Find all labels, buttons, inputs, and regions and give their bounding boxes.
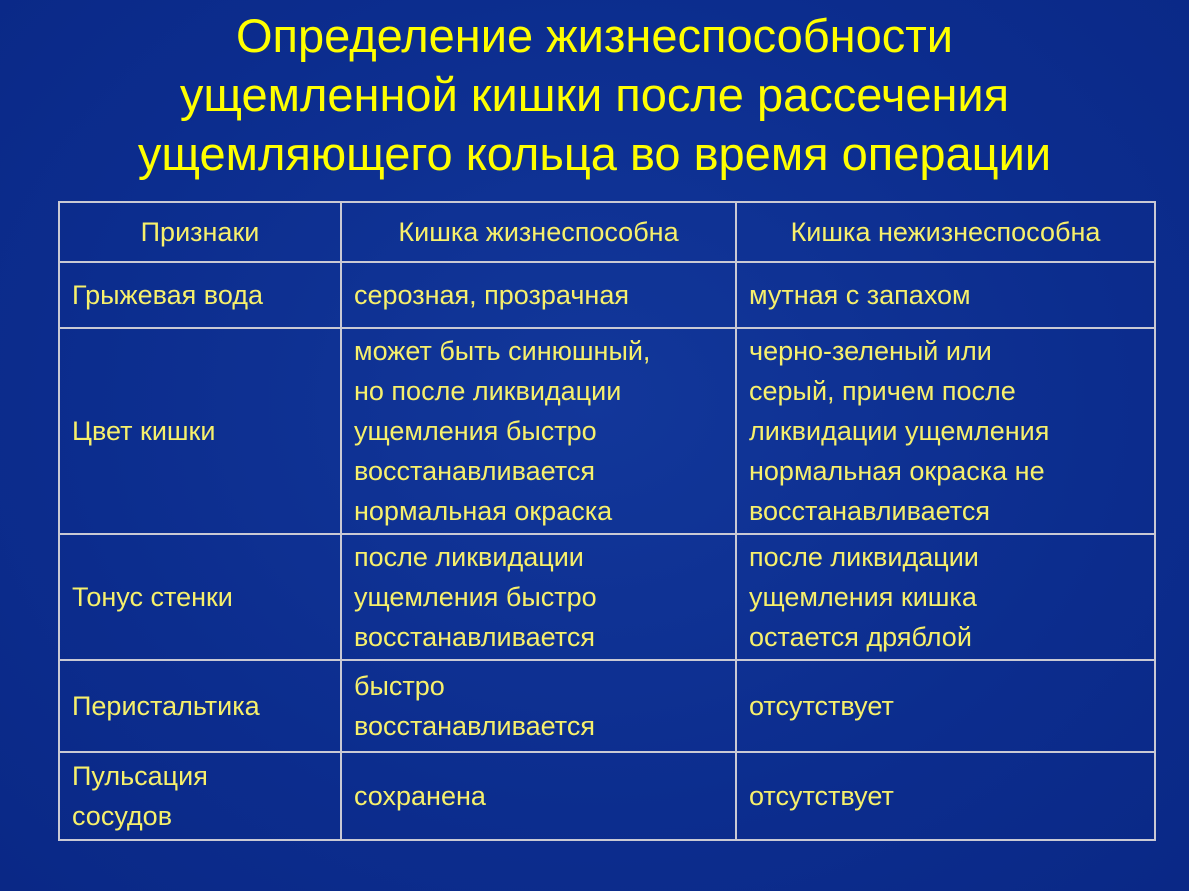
cell-viable	[341, 534, 736, 660]
cell-line: нормальная окраска не	[749, 456, 1045, 486]
cell-line: восстанавливается	[354, 456, 595, 486]
cell-sign	[59, 328, 341, 534]
header-viable: Кишка жизнеспособна	[341, 202, 736, 262]
cell-line: мутная с запахом	[749, 280, 971, 310]
slide-title	[0, 6, 1189, 183]
table-row	[59, 660, 1155, 752]
cell-sign	[59, 534, 341, 660]
cell-line: после ликвидации	[749, 542, 979, 572]
title-line: ущемляющего кольца во время операции	[137, 127, 1052, 180]
cell-nonviable	[736, 660, 1155, 752]
cell-line: Цвет кишки	[72, 416, 216, 446]
cell-viable	[341, 752, 736, 840]
cell-line: Перистальтика	[72, 691, 260, 721]
cell-line: Пульсация	[72, 761, 208, 791]
table-row	[59, 534, 1155, 660]
cell-line: ликвидации ущемления	[749, 416, 1050, 446]
cell-line: быстро	[354, 671, 445, 701]
cell-line: сосудов	[72, 801, 173, 831]
cell-nonviable	[736, 328, 1155, 534]
table-row	[59, 752, 1155, 840]
cell-sign	[59, 660, 341, 752]
cell-sign	[59, 752, 341, 840]
cell-sign	[59, 262, 341, 328]
cell-viable	[341, 328, 736, 534]
table-row	[59, 328, 1155, 534]
table-row	[59, 262, 1155, 328]
cell-line: отсутствует	[749, 691, 894, 721]
cell-line: восстанавливается	[354, 711, 595, 741]
cell-viable	[341, 262, 736, 328]
viability-table	[58, 201, 1156, 841]
cell-line: нормальная окраска	[354, 496, 613, 526]
cell-line: может быть синюшный,	[354, 336, 651, 366]
header-signs: Признаки	[59, 202, 341, 262]
cell-line: сохранена	[354, 781, 486, 811]
cell-line: Тонус стенки	[72, 582, 233, 612]
title-line: Определение жизнеспособности	[235, 9, 954, 62]
cell-line: ущемления кишка	[749, 582, 977, 612]
cell-line: восстанавливается	[749, 496, 990, 526]
cell-line: остается дряблой	[749, 622, 972, 652]
cell-line: Грыжевая вода	[72, 280, 264, 310]
cell-line: отсутствует	[749, 781, 894, 811]
cell-line: серозная, прозрачная	[354, 280, 629, 310]
cell-viable	[341, 660, 736, 752]
header-nonviable: Кишка нежизнеспособна	[736, 202, 1155, 262]
cell-nonviable	[736, 752, 1155, 840]
cell-line: ущемления быстро	[354, 582, 597, 612]
cell-line: черно-зеленый или	[749, 336, 992, 366]
cell-line: после ликвидации	[354, 542, 584, 572]
cell-line: восстанавливается	[354, 622, 595, 652]
cell-nonviable	[736, 534, 1155, 660]
title-line: ущемленной кишки после рассечения	[179, 68, 1010, 121]
cell-line: ущемления быстро	[354, 416, 597, 446]
table-header-row	[59, 202, 1155, 262]
cell-line: серый, причем после	[749, 376, 1016, 406]
cell-line: но после ликвидации	[354, 376, 622, 406]
cell-nonviable	[736, 262, 1155, 328]
